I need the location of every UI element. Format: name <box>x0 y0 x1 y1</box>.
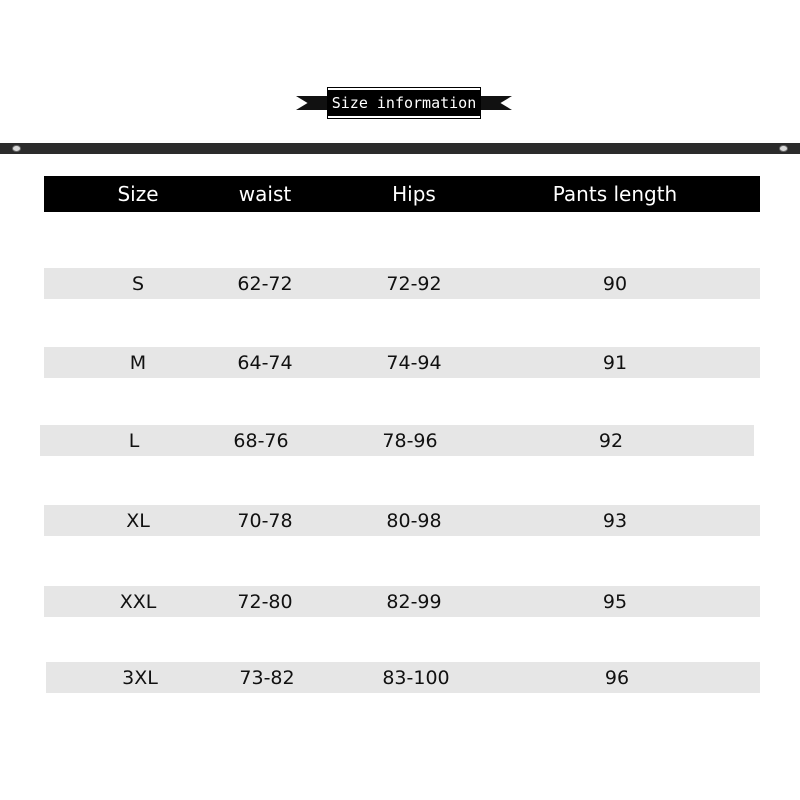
cell-pants-length: 91 <box>602 351 628 374</box>
header-size: Size <box>117 182 159 206</box>
table-row <box>40 425 754 456</box>
table-row <box>44 268 760 299</box>
cell-size: XL <box>126 509 150 532</box>
cell-size: M <box>129 351 147 374</box>
cell-hips: 74-94 <box>386 351 442 374</box>
table-row <box>44 347 760 378</box>
rivet-right-decoration <box>779 145 788 152</box>
cell-pants-length: 95 <box>602 590 628 613</box>
table-row <box>44 505 760 536</box>
cell-size: 3XL <box>122 666 158 689</box>
table-row <box>46 662 760 693</box>
divider-bar <box>0 143 800 154</box>
header-hips: Hips <box>392 182 436 206</box>
header-waist: waist <box>238 182 292 206</box>
cell-waist: 73-82 <box>239 666 295 689</box>
cell-hips: 80-98 <box>386 509 442 532</box>
cell-size: S <box>131 272 145 295</box>
cell-hips: 83-100 <box>382 666 450 689</box>
cell-waist: 70-78 <box>237 509 293 532</box>
cell-hips: 78-96 <box>382 429 438 452</box>
cell-pants-length: 93 <box>602 509 628 532</box>
cell-pants-length: 96 <box>604 666 630 689</box>
header-pants-length: Pants length <box>552 182 678 206</box>
table-header <box>44 176 760 212</box>
cell-size: XXL <box>119 590 157 613</box>
cell-size: L <box>128 429 140 452</box>
cell-hips: 82-99 <box>386 590 442 613</box>
rivet-left-decoration <box>12 145 21 152</box>
cell-pants-length: 92 <box>598 429 624 452</box>
cell-waist: 68-76 <box>233 429 289 452</box>
ribbon-right-decoration <box>478 96 512 110</box>
table-row <box>44 586 760 617</box>
cell-waist: 62-72 <box>237 272 293 295</box>
cell-hips: 72-92 <box>386 272 442 295</box>
cell-pants-length: 90 <box>602 272 628 295</box>
ribbon-left-decoration <box>296 96 330 110</box>
cell-waist: 64-74 <box>237 351 293 374</box>
cell-waist: 72-80 <box>237 590 293 613</box>
section-title: Size information <box>328 88 480 118</box>
